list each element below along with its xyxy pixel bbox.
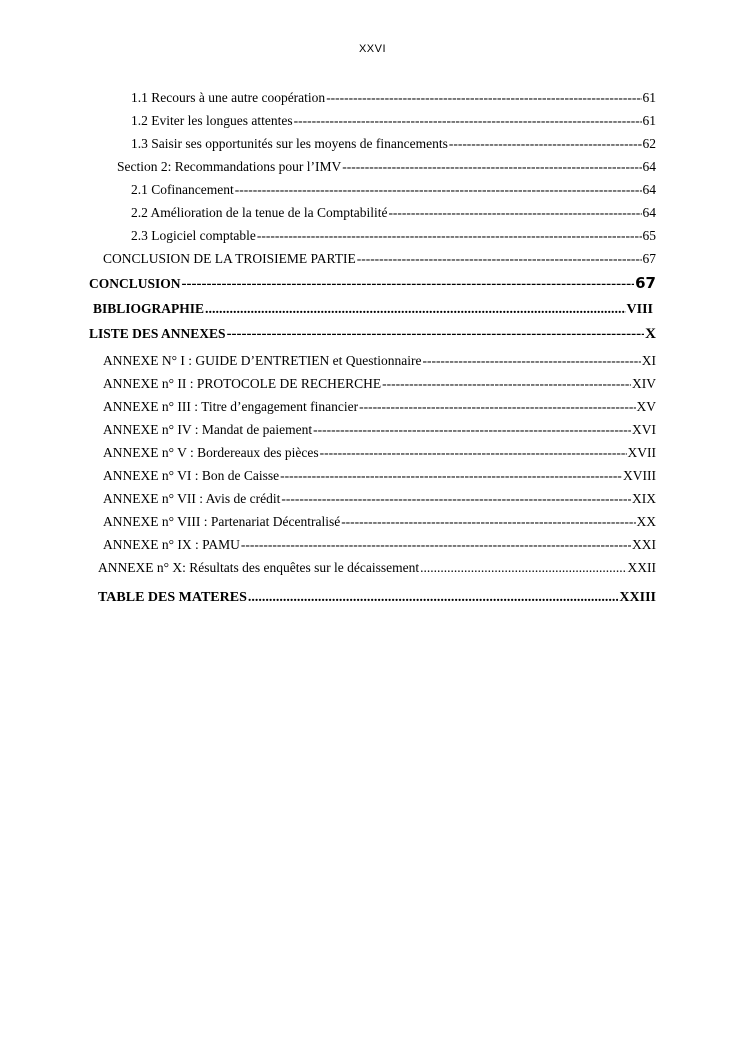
toc-entry-title: ANNEXE n° II : PROTOCOLE DE RECHERCHE bbox=[103, 376, 382, 391]
toc-entry-page: XIX bbox=[632, 491, 656, 506]
toc-entry[interactable] bbox=[131, 136, 656, 152]
toc-entry-major[interactable] bbox=[89, 326, 656, 343]
leader-dashes bbox=[280, 468, 622, 484]
leader-dashes bbox=[382, 376, 631, 392]
toc-entry-page: XXII bbox=[627, 560, 656, 575]
toc-entry[interactable] bbox=[131, 205, 656, 221]
toc-entry-page: 64 bbox=[642, 159, 656, 174]
toc-entry[interactable] bbox=[131, 228, 656, 244]
leader-dashes bbox=[227, 326, 645, 343]
leader-dashes bbox=[342, 159, 641, 175]
toc-entry[interactable] bbox=[103, 251, 656, 267]
toc-entry[interactable] bbox=[103, 353, 656, 369]
toc-entry-page: 61 bbox=[642, 113, 656, 128]
toc-entry-page: XIV bbox=[632, 376, 656, 391]
toc-entry[interactable] bbox=[103, 399, 656, 415]
toc-entry-page: 64 bbox=[642, 205, 656, 220]
toc-entry-page: XX bbox=[636, 514, 656, 529]
toc-entry[interactable] bbox=[103, 376, 656, 392]
toc-entry-title: ANNEXE n° X: Résultats des enquêtes sur le décaissement bbox=[98, 560, 420, 575]
toc-entry-title: BIBLIOGRAPHIE bbox=[93, 301, 205, 316]
toc-entry[interactable] bbox=[131, 113, 656, 129]
leader-dashes bbox=[341, 514, 635, 530]
toc-entry-major[interactable] bbox=[89, 274, 656, 293]
leader-dashes bbox=[294, 113, 642, 129]
toc-entry-title: CONCLUSION DE LA TROISIEME PARTIE bbox=[103, 251, 356, 266]
toc-entry-title: 1.2 Eviter les longues attentes bbox=[131, 113, 293, 128]
toc-entry-page: XVIII bbox=[623, 468, 656, 483]
toc-entry[interactable] bbox=[103, 422, 656, 438]
toc-entry-page: VIII bbox=[626, 302, 653, 317]
toc-entry-page: 62 bbox=[642, 136, 656, 151]
toc-entry-title: Section 2: Recommandations pour l’IMV bbox=[117, 159, 342, 174]
toc-entry[interactable] bbox=[103, 491, 656, 507]
toc-entry[interactable] bbox=[103, 468, 656, 484]
toc-entry-title: CONCLUSION bbox=[89, 276, 181, 291]
leader-dots bbox=[420, 560, 626, 576]
toc-entry-page: XVII bbox=[627, 445, 656, 460]
toc-entry[interactable] bbox=[103, 537, 656, 553]
toc-entry-title: 2.2 Amélioration de la tenue de la Comptabilité bbox=[131, 205, 388, 220]
toc-entry-page: XXI bbox=[632, 537, 656, 552]
leader-dashes bbox=[313, 422, 631, 438]
toc-entry[interactable] bbox=[103, 445, 656, 461]
toc-entry-title: TABLE DES MATERES bbox=[98, 590, 247, 605]
toc-entry[interactable] bbox=[98, 560, 656, 576]
toc-entry-title: ANNEXE n° IV : Mandat de paiement bbox=[103, 422, 313, 437]
leader-dashes bbox=[241, 537, 631, 553]
toc-entry-title: LISTE DES ANNEXES bbox=[89, 326, 226, 341]
leader-dashes bbox=[388, 205, 641, 221]
toc-entry-title: ANNEXE n° VII : Avis de crédit bbox=[103, 491, 281, 506]
toc-entry-title: 2.1 Cofinancement bbox=[131, 182, 234, 197]
toc-entry-title: 1.1 Recours à une autre coopération bbox=[131, 90, 326, 105]
toc-entry-page: XI bbox=[641, 353, 656, 368]
leader-dashes bbox=[257, 228, 642, 244]
toc-entry-page: 65 bbox=[642, 228, 656, 243]
toc-entry-title: ANNEXE n° IX : PAMU bbox=[103, 537, 240, 552]
toc-entry-title: 1.3 Saisir ses opportunités sur les moyens de financements bbox=[131, 136, 448, 151]
leader-dashes bbox=[281, 491, 631, 507]
toc-entry-page: 64 bbox=[642, 182, 656, 197]
toc-entry-page: XVI bbox=[632, 422, 656, 437]
page-number-header: XXVI bbox=[358, 43, 387, 55]
leader-dashes bbox=[422, 353, 640, 369]
toc-entry-page: XXIII bbox=[619, 590, 656, 605]
leader-dashes bbox=[359, 399, 635, 415]
leader-dashes bbox=[326, 90, 641, 106]
toc-entry-page: X bbox=[645, 326, 656, 342]
toc-entry-title: ANNEXE n° III : Titre d’engagement financier bbox=[103, 399, 359, 414]
toc-entry-title: ANNEXE n° VI : Bon de Caisse bbox=[103, 468, 280, 483]
toc-entry[interactable] bbox=[117, 159, 656, 175]
leader-dots bbox=[205, 302, 626, 318]
toc-entry[interactable] bbox=[131, 182, 656, 198]
leader-dashes bbox=[235, 182, 642, 198]
leader-dashes bbox=[449, 136, 642, 152]
toc-entry-title: ANNEXE N° I : GUIDE D’ENTRETIEN et Questionnaire bbox=[103, 353, 422, 368]
toc-entry[interactable] bbox=[103, 514, 656, 530]
toc-entry-title: 2.3 Logiciel comptable bbox=[131, 228, 256, 243]
toc-entry-page: 61 bbox=[642, 90, 656, 105]
leader-dots bbox=[248, 590, 619, 606]
toc-entry[interactable] bbox=[131, 90, 656, 106]
leader-dashes bbox=[357, 251, 642, 267]
toc-entry-major[interactable] bbox=[93, 301, 653, 318]
leader-dashes bbox=[182, 276, 635, 293]
leader-dashes bbox=[320, 445, 627, 461]
toc-entry-page: 67 bbox=[642, 251, 656, 266]
toc-entry-major[interactable] bbox=[98, 590, 656, 606]
toc-entry-title: ANNEXE n° V : Bordereaux des pièces bbox=[103, 445, 319, 460]
toc-entry-page: XV bbox=[636, 399, 656, 414]
toc-entry-page: 67 bbox=[635, 274, 656, 292]
toc-entry-title: ANNEXE n° VIII : Partenariat Décentralisé bbox=[103, 514, 341, 529]
